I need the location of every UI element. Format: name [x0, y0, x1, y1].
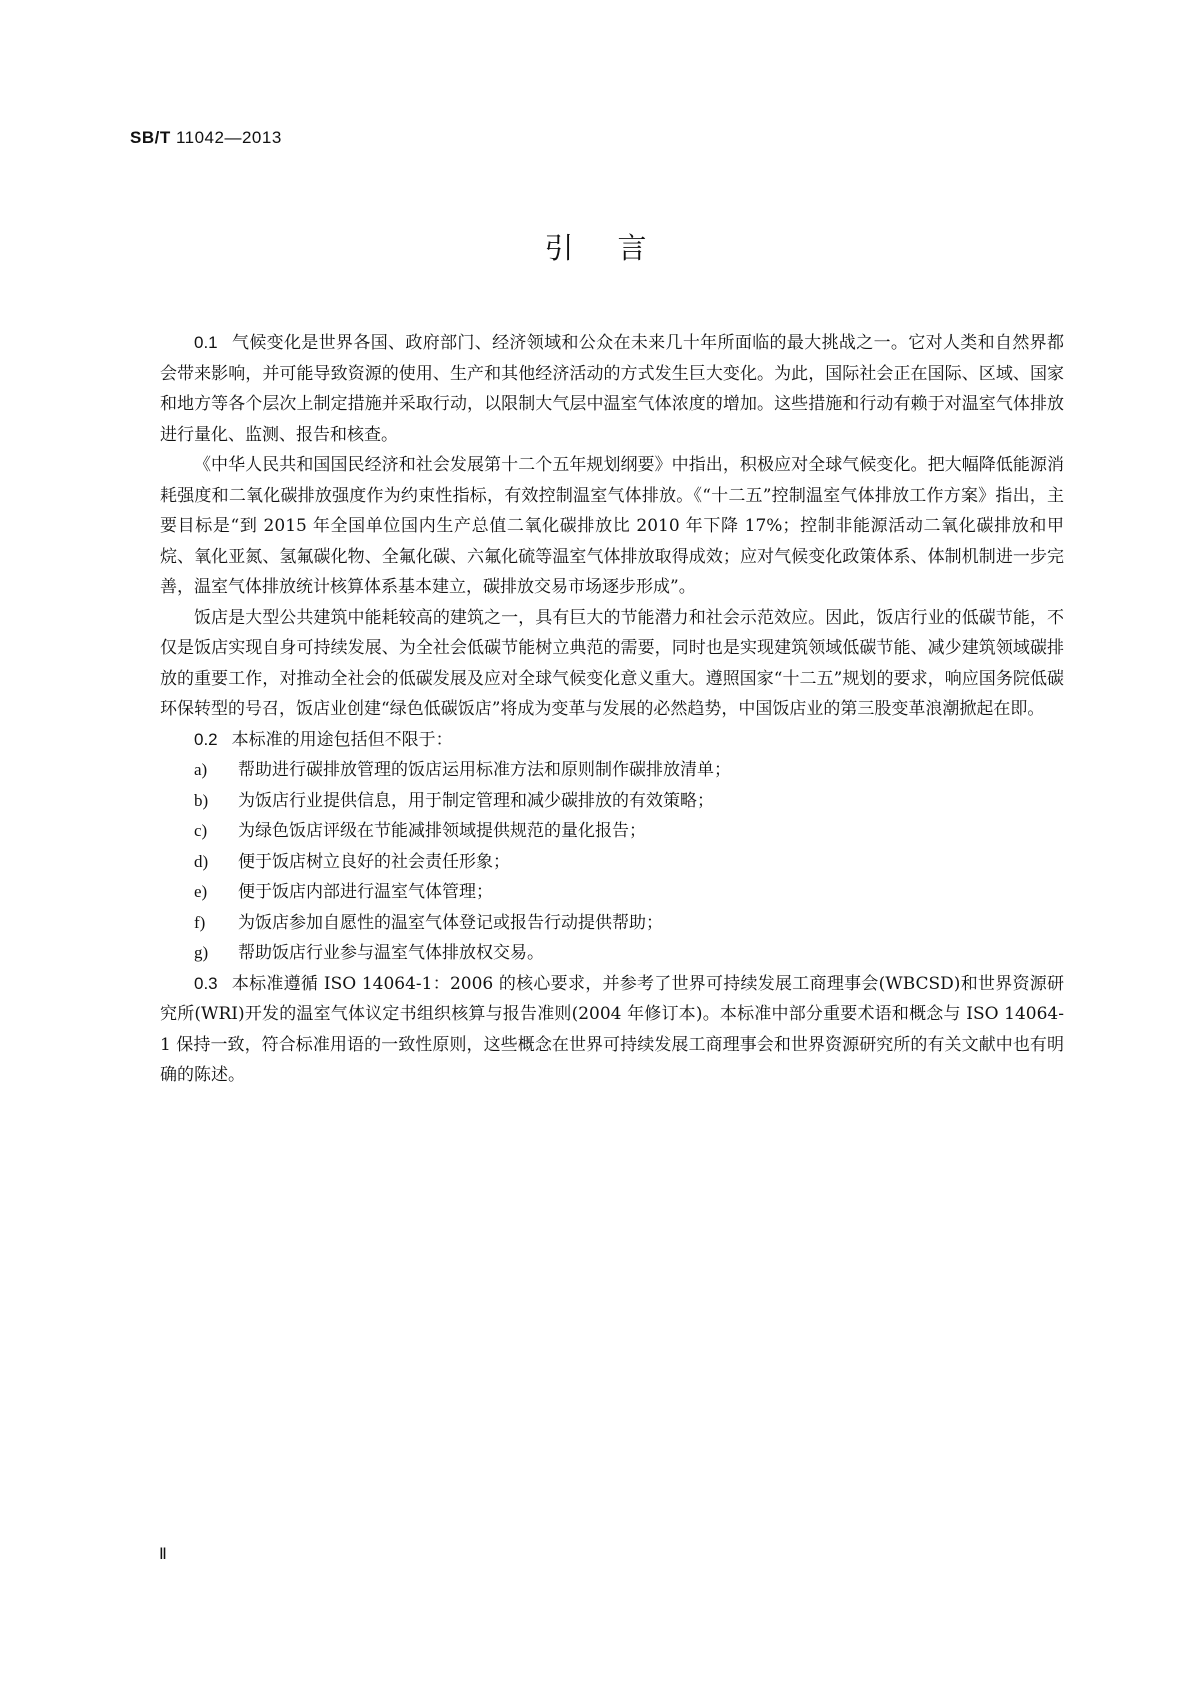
document-code-prefix: SB/T — [130, 128, 171, 147]
list-item — [160, 908, 1064, 939]
list-text: 为饭店行业提供信息，用于制定管理和减少碳排放的有效策略； — [238, 790, 714, 811]
list-item — [160, 877, 1064, 908]
document-code-number: 11042—2013 — [170, 128, 282, 147]
list-text: 帮助饭店行业参与温室气体排放权交易。 — [238, 943, 544, 963]
page-title: 引言 — [544, 231, 691, 265]
section-text: 本标准遵循 ISO 14064-1：2006 的核心要求，并参考了世界可持续发展工商理事会(WBCSD)和世界资源研究所(WRI)开发的温室气体议定书组织核算与报告准则(2004 年修订本)。本标准中部分重要术语和概念与 ISO 14064-1 保持一致，符合标准用语的一致性原则，这些概念在世界可持续发展工商理事会和世界资源研究所的有关文献中也有明确的陈述。 — [160, 973, 1064, 1085]
list-item — [160, 847, 1064, 878]
list-marker: b) — [194, 790, 209, 810]
list-text: 为饭店参加自愿性的温室气体登记或报告行动提供帮助； — [238, 912, 663, 933]
section-text: 本标准的用途包括但不限于： — [231, 729, 453, 750]
list-marker: a) — [194, 760, 208, 779]
section-0-1 — [160, 328, 1064, 450]
paragraph-five-year-plan: 《中华人民共和国国民经济和社会发展第十二个五年规划纲要》中指出，积极应对全球气候变化。把大幅降低能源消耗强度和二氧化碳排放强度作为约束性指标，有效控制温室气体排放。《“十二五”控制温室气体排放工作方案》指出，主要目标是“到 2015 年全国单位国内生产总值二氧化碳排放比 2010 年下降 17%；控制非能源活动二氧化碳排放和甲烷、氧化亚氮、氢氟碳化物、全氟化碳、六氟化硫等温室气体排放取得成效；应对气候变化政策体系、体制机制进一步完善，温室气体排放统计核算体系基本建立，碳排放交易市场逐步形成”。 — [160, 455, 1064, 597]
paragraph-hotel-industry: 饭店是大型公共建筑中能耗较高的建筑之一，具有巨大的节能潜力和社会示范效应。因此，饭店行业的低碳节能，不仅是饭店实现自身可持续发展、为全社会低碳节能树立典范的需要，同时也是实现建筑领域低碳节能、减少建筑领域碳排放的重要工作，对推动全社会的低碳发展及应对全球气候变化意义重大。遵照国家“十二五”规划的要求，响应国务院低碳环保转型的号召，饭店业创建“绿色低碳饭店”将成为变革与发展的必然趋势，中国饭店业的第三股变革浪潮掀起在即。 — [160, 607, 1064, 719]
section-text: 气候变化是世界各国、政府部门、经济领域和公众在未来几十年所面临的最大挑战之一。它对人类和自然界都会带来影响，并可能导致资源的使用、生产和其他经济活动的方式发生巨大变化。为此，国际社会正在国际、区域、国家和地方等各个层次上制定措施并采取行动，以限制大气层中温室气体浓度的增加。这些措施和行动有赖于对温室气体排放进行量化、监测、报告和核查。 — [160, 333, 1064, 445]
page-number: Ⅱ — [159, 1546, 167, 1563]
body-text — [160, 328, 1064, 1091]
section-number: 0.3 — [194, 973, 218, 993]
section-number: 0.2 — [194, 729, 218, 749]
list-item — [160, 786, 1064, 817]
list-text: 便于饭店树立良好的社会责任形象； — [238, 851, 510, 872]
list-marker: c) — [194, 821, 208, 840]
list-marker: e) — [194, 882, 208, 901]
section-0-2 — [160, 725, 1064, 756]
section-number: 0.1 — [194, 333, 218, 352]
list-item — [160, 755, 1064, 786]
list-item — [160, 816, 1064, 847]
list-marker: g) — [194, 943, 209, 962]
list-text: 便于饭店内部进行温室气体管理； — [238, 882, 493, 902]
list-marker: d) — [194, 851, 209, 871]
document-code — [130, 128, 282, 148]
list-item — [160, 938, 1064, 969]
section-0-3 — [160, 969, 1064, 1091]
list-marker: f) — [194, 912, 206, 932]
list-text: 帮助进行碳排放管理的饭店运用标准方法和原则制作碳排放清单； — [238, 760, 731, 780]
list-text: 为绿色饭店评级在节能减排领域提供规范的量化报告； — [238, 821, 646, 841]
